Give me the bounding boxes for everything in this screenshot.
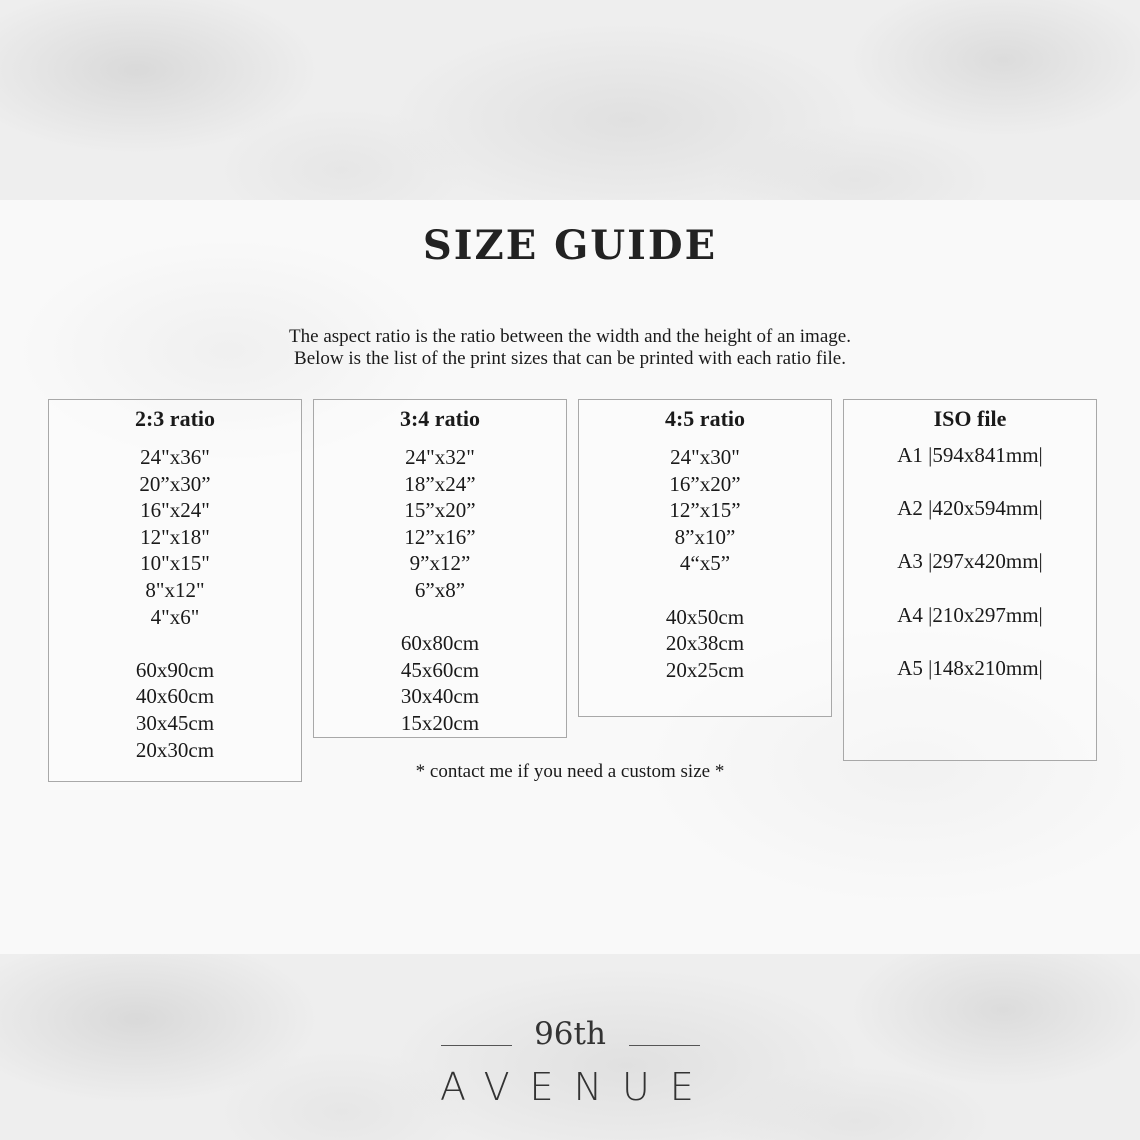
iso-list — [844, 442, 1096, 681]
list-spacer — [844, 522, 1096, 549]
logo-rule-left — [441, 1045, 512, 1046]
size-item: 16”x20” — [669, 471, 741, 496]
watercolor-band-top — [0, 0, 1140, 200]
size-item: 9”x12” — [409, 551, 471, 576]
list-spacer — [579, 577, 831, 604]
size-item: 30x40cm — [400, 684, 480, 709]
iso-item: A3 |297x420mm| — [897, 549, 1043, 574]
size-item: 24"x36" — [140, 445, 210, 469]
list-spacer — [314, 604, 566, 631]
logo-rule-right — [629, 1045, 700, 1046]
iso-item: A5 |148x210mm| — [897, 655, 1043, 680]
ratio-box-4-5 — [578, 399, 832, 717]
size-item: 45x60cm — [400, 657, 480, 682]
size-item: 24"x30" — [670, 445, 740, 469]
size-item: 20x30cm — [135, 737, 215, 762]
logo-bottom-text: AVENUE — [440, 1065, 714, 1109]
logo-top-text: 96th — [534, 1016, 606, 1052]
size-item: 20x38cm — [665, 631, 745, 656]
size-item: 40x50cm — [665, 604, 745, 629]
iso-item: A2 |420x594mm| — [897, 496, 1043, 521]
size-list — [314, 444, 566, 737]
size-item: 40x60cm — [135, 684, 215, 709]
size-item: 8”x10” — [674, 524, 736, 549]
size-item: 4“x5” — [679, 551, 731, 576]
size-list — [579, 444, 831, 683]
iso-item: A1 |594x841mm| — [897, 443, 1043, 467]
size-item: 60x90cm — [135, 657, 215, 682]
size-item: 24"x32" — [405, 445, 475, 469]
list-spacer — [49, 630, 301, 657]
page-title: SIZE GUIDE — [422, 222, 718, 269]
size-list — [49, 444, 301, 763]
size-item: 12"x18" — [140, 524, 210, 549]
size-item: 20x25cm — [665, 657, 745, 682]
intro-line-1: The aspect ratio is the ratio between the width and the height of an image. — [289, 326, 851, 347]
custom-size-note: * contact me if you need a custom size * — [415, 761, 725, 782]
size-item: 6”x8” — [414, 577, 466, 602]
iso-heading: ISO file — [933, 406, 1007, 431]
list-spacer — [844, 628, 1096, 655]
ratio-box-2-3 — [48, 399, 302, 782]
size-item: 8"x12" — [145, 577, 205, 602]
ratio-heading: 2:3 ratio — [134, 406, 216, 431]
ratio-box-3-4 — [313, 399, 567, 738]
size-item: 10"x15" — [140, 551, 210, 576]
size-item: 30x45cm — [135, 710, 215, 735]
size-item: 16"x24" — [140, 498, 210, 523]
iso-file-box — [843, 399, 1097, 761]
size-item: 20”x30” — [139, 471, 211, 496]
size-item: 15x20cm — [400, 710, 480, 735]
intro-text — [0, 326, 1140, 370]
size-item: 4"x6" — [150, 604, 200, 629]
intro-line-2: Below is the list of the print sizes that can be printed with each ratio file. — [294, 348, 846, 369]
iso-item: A4 |210x297mm| — [897, 602, 1043, 627]
size-item: 15”x20” — [404, 498, 476, 523]
list-spacer — [844, 469, 1096, 496]
size-item: 12”x15” — [669, 498, 741, 523]
size-item: 18”x24” — [404, 471, 476, 496]
ratio-heading: 3:4 ratio — [399, 406, 481, 431]
list-spacer — [844, 575, 1096, 602]
size-item: 12”x16” — [404, 524, 476, 549]
size-item: 60x80cm — [400, 631, 480, 656]
ratio-heading: 4:5 ratio — [664, 406, 746, 431]
